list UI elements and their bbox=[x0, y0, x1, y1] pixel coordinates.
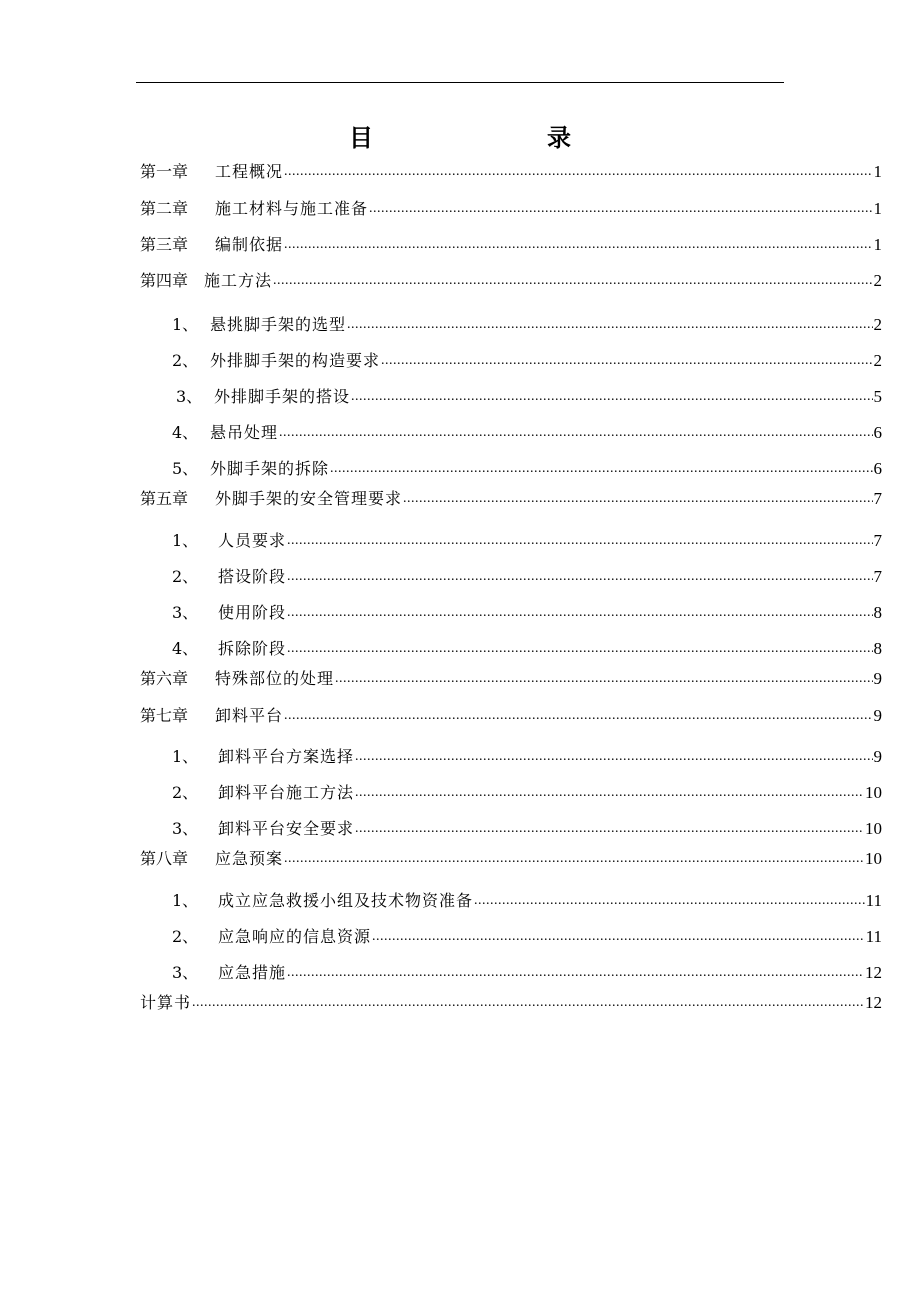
toc-entry[interactable] bbox=[140, 667, 882, 689]
toc-entry[interactable] bbox=[172, 313, 882, 335]
toc-entry-page-number: 10 bbox=[865, 819, 882, 838]
toc-entry-page-number: 8 bbox=[873, 639, 882, 658]
toc-entry-label: 悬挑脚手架的选型 bbox=[210, 315, 347, 334]
toc-entry-number: 第八章 bbox=[140, 849, 189, 868]
toc-entry-page-number: 12 bbox=[865, 963, 882, 982]
toc-dot-leader bbox=[355, 819, 864, 839]
toc-entry[interactable] bbox=[140, 233, 882, 255]
toc-dot-leader bbox=[381, 351, 872, 371]
toc-entry-label: 成立应急救援小组及技术物资准备 bbox=[218, 891, 474, 910]
toc-entry-label: 编制依据 bbox=[215, 235, 284, 254]
toc-entry[interactable] bbox=[172, 457, 882, 479]
toc-entry-number: 3、 bbox=[172, 819, 199, 838]
toc-entry[interactable] bbox=[140, 269, 882, 291]
toc-entry-page-number: 7 bbox=[873, 567, 882, 586]
toc-entry[interactable] bbox=[172, 529, 882, 551]
toc-entry-number: 第四章 bbox=[140, 271, 189, 290]
toc-entry-page-number: 9 bbox=[873, 706, 882, 725]
toc-dot-leader bbox=[284, 849, 864, 869]
toc-entry[interactable] bbox=[140, 704, 882, 726]
toc-entry-label: 应急预案 bbox=[215, 849, 284, 868]
toc-entry-label: 施工方法 bbox=[204, 271, 273, 290]
toc-entry-page-number: 1 bbox=[873, 162, 882, 181]
toc-entry-number: 2、 bbox=[172, 783, 199, 802]
toc-entry[interactable] bbox=[172, 565, 882, 587]
toc-entry-number: 4、 bbox=[172, 639, 199, 658]
toc-entry-label: 工程概况 bbox=[215, 162, 284, 181]
toc-entry-number: 1、 bbox=[172, 747, 199, 766]
toc-entry[interactable] bbox=[140, 197, 882, 219]
toc-dot-leader bbox=[351, 387, 872, 407]
toc-entry-number: 1、 bbox=[172, 315, 199, 334]
toc-entry[interactable] bbox=[172, 637, 882, 659]
toc-dot-leader bbox=[284, 235, 872, 255]
toc-entry-label: 外脚手架的安全管理要求 bbox=[215, 489, 403, 508]
toc-dot-leader bbox=[403, 489, 872, 509]
page-title: 目 录 bbox=[349, 123, 613, 152]
toc-entry-label: 卸料平台安全要求 bbox=[218, 819, 355, 838]
toc-entry[interactable] bbox=[172, 961, 882, 983]
toc-entry-number: 第一章 bbox=[140, 162, 189, 181]
toc-entry[interactable] bbox=[176, 385, 882, 407]
toc-dot-leader bbox=[279, 423, 872, 443]
toc-entry[interactable] bbox=[172, 745, 882, 767]
toc-entry-page-number: 1 bbox=[873, 199, 882, 218]
toc-dot-leader bbox=[474, 891, 865, 911]
toc-entry-number: 第二章 bbox=[140, 199, 189, 218]
toc-entry-label: 卸料平台 bbox=[215, 706, 284, 725]
toc-entry-page-number: 12 bbox=[865, 993, 882, 1012]
toc-entry-page-number: 2 bbox=[873, 351, 882, 370]
toc-dot-leader bbox=[287, 963, 864, 983]
toc-entry-page-number: 10 bbox=[865, 849, 882, 868]
toc-dot-leader bbox=[284, 162, 872, 182]
toc-dot-leader bbox=[284, 706, 872, 726]
header-rule bbox=[136, 82, 784, 83]
toc-entry-label: 搭设阶段 bbox=[218, 567, 287, 586]
toc-entry[interactable] bbox=[140, 847, 882, 869]
toc-entry-label: 计算书 bbox=[140, 993, 192, 1012]
toc-entry-page-number: 6 bbox=[873, 423, 882, 442]
toc-entry-page-number: 2 bbox=[873, 271, 882, 290]
toc-dot-leader bbox=[355, 783, 864, 803]
toc-entry-label: 应急措施 bbox=[218, 963, 287, 982]
toc-entry-label: 外排脚手架的构造要求 bbox=[210, 351, 381, 370]
toc-dot-leader bbox=[330, 459, 872, 479]
toc-entry[interactable] bbox=[172, 349, 882, 371]
toc-dot-leader bbox=[287, 603, 872, 623]
toc-entry-page-number: 9 bbox=[873, 669, 882, 688]
toc-entry[interactable] bbox=[140, 991, 882, 1013]
toc-entry-page-number: 2 bbox=[873, 315, 882, 334]
toc-entry-page-number: 5 bbox=[873, 387, 882, 406]
toc-entry-label: 应急响应的信息资源 bbox=[218, 927, 372, 946]
toc-entry-label: 拆除阶段 bbox=[218, 639, 287, 658]
toc-entry-page-number: 9 bbox=[873, 747, 882, 766]
toc-dot-leader bbox=[287, 639, 872, 659]
toc-dot-leader bbox=[287, 567, 872, 587]
toc-entry-number: 2、 bbox=[172, 567, 199, 586]
toc-entry[interactable] bbox=[172, 925, 882, 947]
toc-entry-number: 4、 bbox=[172, 423, 199, 442]
toc-entry-page-number: 10 bbox=[865, 783, 882, 802]
toc-entry-number: 第六章 bbox=[140, 669, 189, 688]
toc-entry-label: 人员要求 bbox=[218, 531, 287, 550]
toc-entry-number: 第七章 bbox=[140, 706, 189, 725]
toc-entry-label: 外排脚手架的搭设 bbox=[214, 387, 351, 406]
toc-entry-page-number: 6 bbox=[873, 459, 882, 478]
toc-dot-leader bbox=[192, 993, 864, 1013]
toc-entry-label: 卸料平台方案选择 bbox=[218, 747, 355, 766]
toc-entry-page-number: 11 bbox=[865, 891, 882, 910]
toc-entry[interactable] bbox=[172, 781, 882, 803]
toc-entry-number: 3、 bbox=[172, 603, 199, 622]
toc-entry-label: 外脚手架的拆除 bbox=[210, 459, 330, 478]
toc-entry-label: 使用阶段 bbox=[218, 603, 287, 622]
toc-dot-leader bbox=[287, 531, 872, 551]
toc-dot-leader bbox=[372, 927, 865, 947]
toc-entry-page-number: 8 bbox=[873, 603, 882, 622]
toc-entry-label: 卸料平台施工方法 bbox=[218, 783, 355, 802]
toc-entry[interactable] bbox=[172, 889, 882, 911]
toc-entry[interactable] bbox=[172, 817, 882, 839]
toc-entry-page-number: 1 bbox=[873, 235, 882, 254]
toc-entry[interactable] bbox=[140, 160, 882, 182]
toc-entry-number: 2、 bbox=[172, 927, 199, 946]
toc-entry-page-number: 7 bbox=[873, 531, 882, 550]
toc-entry-number: 5、 bbox=[172, 459, 199, 478]
toc-entry-label: 悬吊处理 bbox=[210, 423, 279, 442]
toc-entry-number: 2、 bbox=[172, 351, 199, 370]
toc-entry-number: 1、 bbox=[172, 531, 199, 550]
toc-dot-leader bbox=[347, 315, 872, 335]
toc-entry-number: 第五章 bbox=[140, 489, 189, 508]
toc-dot-leader bbox=[355, 747, 872, 767]
toc-dot-leader bbox=[273, 271, 872, 291]
toc-entry[interactable] bbox=[140, 487, 882, 509]
toc-entry[interactable] bbox=[172, 601, 882, 623]
toc-dot-leader bbox=[335, 669, 872, 689]
toc-entry-number: 3、 bbox=[176, 387, 203, 406]
toc-entry-number: 1、 bbox=[172, 891, 199, 910]
toc-entry-number: 3、 bbox=[172, 963, 199, 982]
toc-entry-label: 特殊部位的处理 bbox=[215, 669, 335, 688]
toc-dot-leader bbox=[369, 199, 872, 219]
toc-entry-page-number: 11 bbox=[865, 927, 882, 946]
toc-entry[interactable] bbox=[172, 421, 882, 443]
toc-entry-page-number: 7 bbox=[873, 489, 882, 508]
toc-entry-label: 施工材料与施工准备 bbox=[215, 199, 369, 218]
toc-entry-number: 第三章 bbox=[140, 235, 189, 254]
